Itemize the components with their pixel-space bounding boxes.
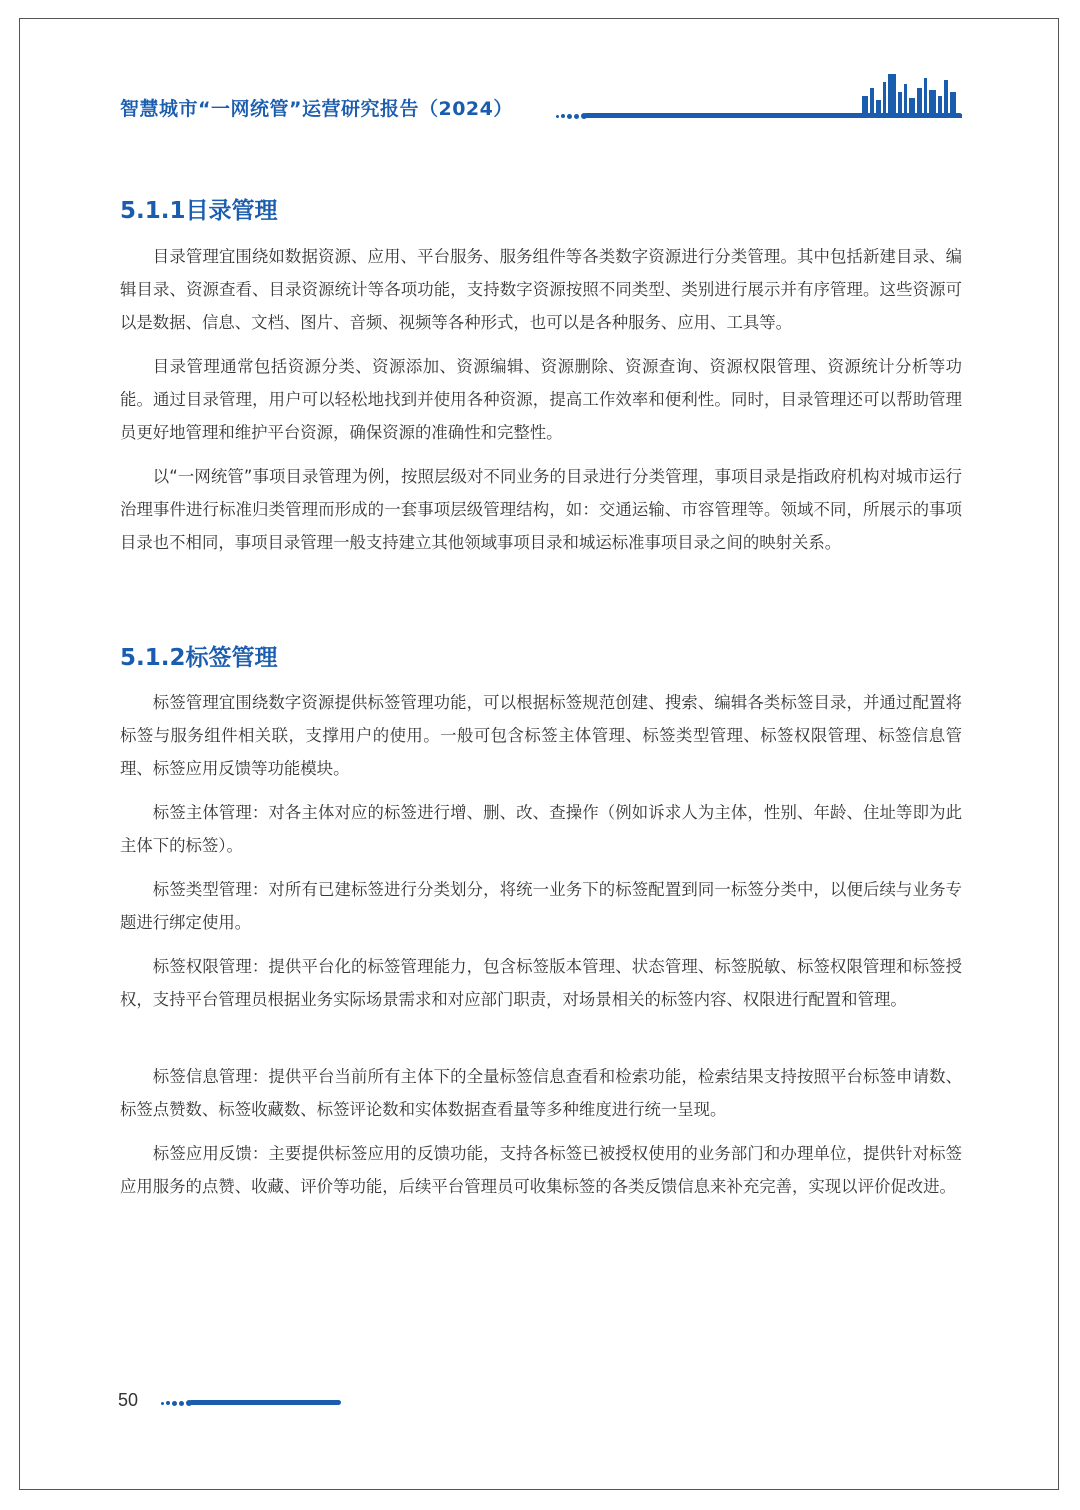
paragraph: 标签主体管理：对各主体对应的标签进行增、删、改、查操作（例如诉求人为主体，性别、年龄、住址等即为此主体下的标签）。 <box>120 803 962 855</box>
paragraph: 标签权限管理：提供平台化的标签管理能力，包含标签版本管理、状态管理、标签脱敏、标签权限管理和标签授权，支持平台管理员根据业务实际场景需求和对应部门职责，对场景相关的标签内容、权限进行配置和管理。 <box>120 957 962 1009</box>
footer-rule <box>189 1400 341 1405</box>
report-title: 智慧城市“一网统管”运营研究报告（2024） <box>120 98 513 120</box>
page-number: 50 <box>118 1390 139 1410</box>
section-heading-catalog-management: 5.1.1目录管理 <box>120 198 278 224</box>
section-heading-tag-management: 5.1.2标签管理 <box>120 645 278 671</box>
header-decoration-dots <box>556 113 587 119</box>
paragraph: 目录管理通常包括资源分类、资源添加、资源编辑、资源删除、资源查询、资源权限管理、资源统计分析等功能。通过目录管理，用户可以轻松地找到并使用各种资源，提高工作效率和便利性。同时，目录管理还可以帮助管理员更好地管理和维护平台资源，确保资源的准确性和完整性。 <box>120 357 962 442</box>
paragraph: 标签信息管理：提供平台当前所有主体下的全量标签信息查看和检索功能，检索结果支持按照平台标签申请数、标签点赞数、标签收藏数、标签评论数和实体数据查看量等多种维度进行统一呈现。 <box>120 1067 962 1119</box>
paragraph: 目录管理宜围绕如数据资源、应用、平台服务、服务组件等各类数字资源进行分类管理。其中包括新建目录、编辑目录、资源查看、目录资源统计等各项功能，支持数字资源按照不同类型、类别进行展示并有序管理。这些资源可以是数据、信息、文档、图片、音频、视频等各种形式，也可以是各种服务、应用、工具等。 <box>120 247 962 332</box>
paragraph: 标签类型管理：对所有已建标签进行分类划分，将统一业务下的标签配置到同一标签分类中，以便后续与业务专题进行绑定使用。 <box>120 880 962 932</box>
city-skyline-icon <box>860 70 962 120</box>
footer-decoration-dots <box>161 1400 192 1406</box>
paragraph: 标签应用反馈：主要提供标签应用的反馈功能，支持各标签已被授权使用的业务部门和办理单位，提供针对标签应用服务的点赞、收藏、评价等功能，后续平台管理员可收集标签的各类反馈信息来补充完善，实现以评价促改进。 <box>120 1144 962 1196</box>
paragraph: 以“一网统管”事项目录管理为例，按照层级对不同业务的目录进行分类管理，事项目录是指政府机构对城市运行治理事件进行标准归类管理而形成的一套事项层级管理结构，如：交通运输、市容管理等。领域不同，所展示的事项目录也不相同，事项目录管理一般支持建立其他领域事项目录和城运标准事项目录之间的映射关系。 <box>120 467 962 552</box>
paragraph: 标签管理宜围绕数字资源提供标签管理功能，可以根据标签规范创建、搜索、编辑各类标签目录，并通过配置将标签与服务组件相关联，支撑用户的使用。一般可包含标签主体管理、标签类型管理、标签权限管理、标签信息管理、标签应用反馈等功能模块。 <box>120 693 962 778</box>
